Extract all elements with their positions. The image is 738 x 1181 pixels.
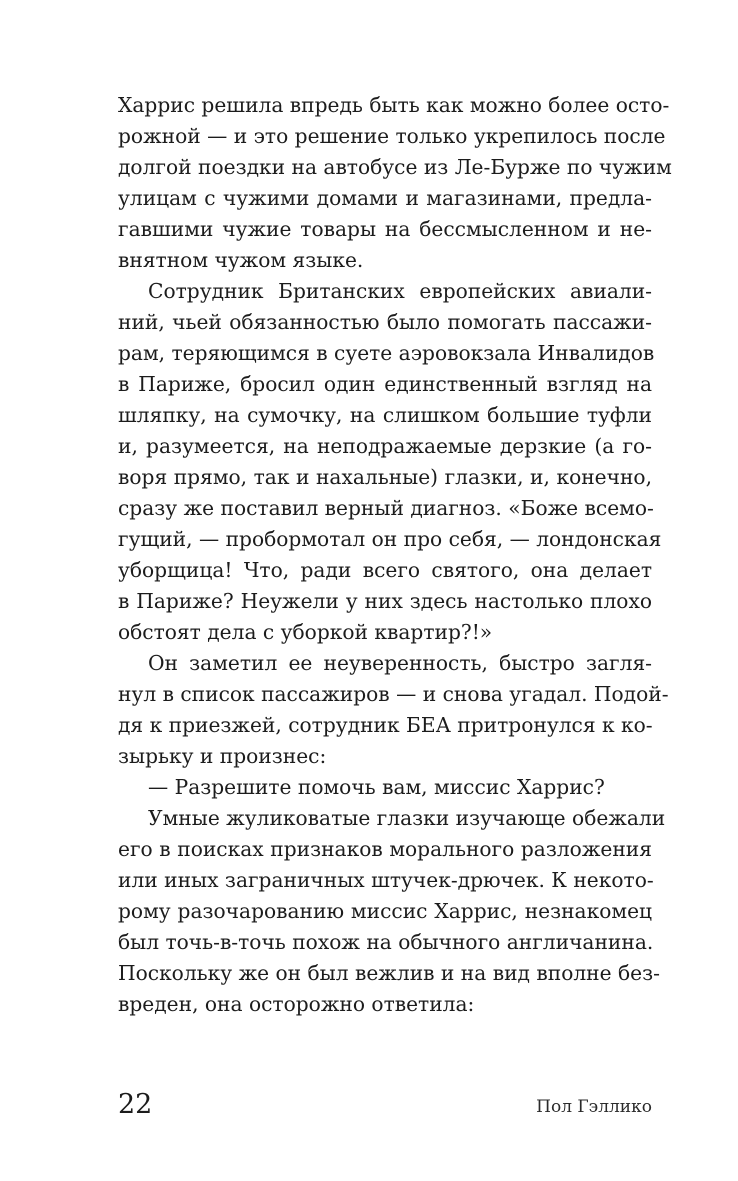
text-line: нул в список пассажиров — и снова угадал. Подой- [118,682,669,706]
text-line: в Париже, бросил один единственный взгляд на [118,372,652,396]
page-footer [118,1086,652,1126]
text-line: рожной — и это решение только укрепилось после [118,124,666,148]
text-line: рому разочарованию миссис Харрис, незнакомец [118,899,652,923]
paragraph [118,772,652,803]
text-line: уборщица! Что, ради всего святого, она делает [118,558,652,582]
text-line: гущий, — пробормотал он про себя, — лондонская [118,527,662,551]
page-number: 22 [118,1089,153,1120]
text-line: Он заметил ее неуверенность, быстро загля- [148,651,652,675]
text-line: Сотрудник Британских европейских авиали- [148,279,652,303]
text-line: ний, чьей обязанностью было помогать пассажи- [118,310,652,334]
text-line: его в поисках признаков морального разложения [118,837,652,861]
running-footer-author: Пол Гэллико [536,1097,652,1117]
text-line: воря прямо, так и нахальные) глазки, и, конечно, [118,465,652,489]
text-line: зырьку и произнес: [118,744,327,768]
text-line: — Разрешите помочь вам, миссис Харрис? [148,775,605,799]
text-line: долгой поездки на автобусе из Ле-Бурже по чужим [118,155,672,179]
text-line: или иных заграничных штучек-дрючек. К некото- [118,868,654,892]
text-line: Харрис решила впредь быть как можно более осто- [118,93,670,117]
text-line: вреден, она осторожно ответила: [118,992,475,1016]
paragraph [118,90,672,276]
text-line: Умные жуликоватые глазки изучающе обежали [148,806,666,830]
text-line: внятном чужом языке. [118,248,364,272]
paragraph [118,803,666,1020]
text-line: обстоят дела с уборкой квартир?!» [118,620,493,644]
text-line: улицам с чужими домами и магазинами, предла- [118,186,652,210]
text-line: шляпку, на сумочку, на слишком большие туфли [118,403,652,427]
text-line: в Париже? Неужели у них здесь настолько плохо [118,589,652,613]
text-line: сразу же поставил верный диагноз. «Боже всемо- [118,496,654,520]
text-line: гавшими чужие товары на бессмысленном и не- [118,217,652,241]
paragraph [118,648,669,772]
paragraph [118,276,662,648]
text-line: дя к приезжей, сотрудник БЕА притронулся к ко- [118,713,653,737]
text-line: рам, теряющимся в суете аэровокзала Инвалидов [118,341,655,365]
body-text [118,90,672,1020]
text-line: Поскольку же он был вежлив и на вид вполне без- [118,961,660,985]
text-line: был точь-в-точь похож на обычного англичанина. [118,930,654,954]
text-line: и, разумеется, на неподражаемые дерзкие (а го- [118,434,652,458]
